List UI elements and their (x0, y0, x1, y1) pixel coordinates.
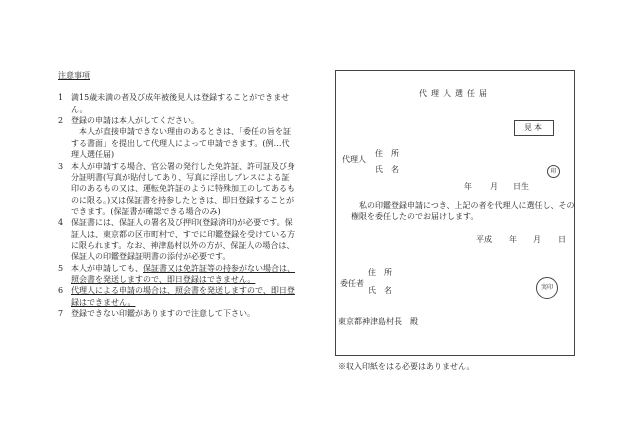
agent-name-label: 氏 名 (375, 165, 399, 174)
note-item (58, 308, 296, 319)
revenue-stamp-note: ※収入印紙をはる必要はありません。 (338, 362, 475, 371)
notes-section (58, 70, 296, 320)
note-text: 保証書には、保証人の署名及び押印(登録済印)が必要です。保証人は、東京都の区市町村で、すでに印鑑登録を受けている方に限られます。なお、神津島村以外の方が、保証人の場合は、保証人の印鑑登録証明書の添付が必要です。 (71, 218, 296, 262)
date-month: 月 (533, 235, 541, 244)
proxy-appointment-form (335, 70, 575, 356)
note-text-underlined: 保証書又は免許証等の持参がない場合は、照会書を発送しますので、即日登録はできません。 (71, 263, 295, 285)
note-item (58, 92, 296, 115)
note-number: 2 (58, 116, 64, 126)
dob-day: 日生 (513, 182, 529, 191)
note-text: 満15歳未満の者及び成年被後見人は登録することができません。 (71, 93, 290, 114)
form-title: 代理人選任届 (419, 89, 491, 98)
sample-stamp: 見本 (514, 120, 554, 136)
note-item (58, 217, 296, 262)
dob-month: 月 (490, 182, 498, 191)
agent-seal-mark: 印 (547, 165, 560, 178)
note-item (58, 115, 296, 160)
note-text: 本人が申請しても、 (71, 263, 143, 273)
notes-title: 注意事項 (58, 71, 90, 80)
delegation-statement: 私の印鑑登録申請につき、上記の者を代理人に選任し、その権限を委任したのでお届けします。 (351, 201, 575, 222)
registered-seal-mark: 実印 (536, 277, 558, 299)
note-number: 3 (58, 161, 64, 171)
agent-label: 代理人 (342, 155, 366, 164)
note-text: 登録できない印鑑がありますので注意して下さい。 (71, 309, 255, 319)
dob-year: 年 (464, 182, 472, 191)
note-number: 4 (58, 218, 64, 228)
agent-address-label: 住 所 (375, 149, 399, 158)
addressee: 東京都神津島村長 殿 (338, 317, 418, 326)
date-era: 平成 (476, 235, 492, 244)
note-number: 7 (58, 309, 64, 319)
principal-name-label: 氏 名 (368, 286, 392, 295)
date-day: 日 (558, 235, 566, 244)
note-text-underlined: 代理人による申請の場合は、照会書を発送しますので、即日登録はできません。 (71, 286, 295, 307)
note-text: 本人が直接申請できない理由のあるときは、「委任の旨を証する書面」を提出して代理人によって申請できます。(例…代理人選任届) (71, 127, 291, 160)
note-number: 6 (58, 286, 64, 296)
note-item (58, 285, 296, 308)
note-item (58, 161, 296, 218)
principal-address-label: 住 所 (368, 268, 392, 277)
note-text: 本人が申請する場合、官公署の発行した免許証、許可証及び身分証明書(写真が貼付してあり、写真に浮出しプレスによる証印のあるもの又は、運転免許証のように特殊加工のしてあるものに限る。)又は保証書を持参したときは、即日登録することができます。(保証書が確認できる場合のみ) (71, 161, 295, 216)
note-text: 登録の申請は本人がしてください。 (71, 116, 199, 126)
note-number: 1 (58, 93, 64, 103)
date-year: 年 (509, 235, 517, 244)
note-item (58, 263, 296, 286)
note-number: 5 (58, 263, 64, 273)
principal-label: 委任者 (340, 279, 364, 288)
